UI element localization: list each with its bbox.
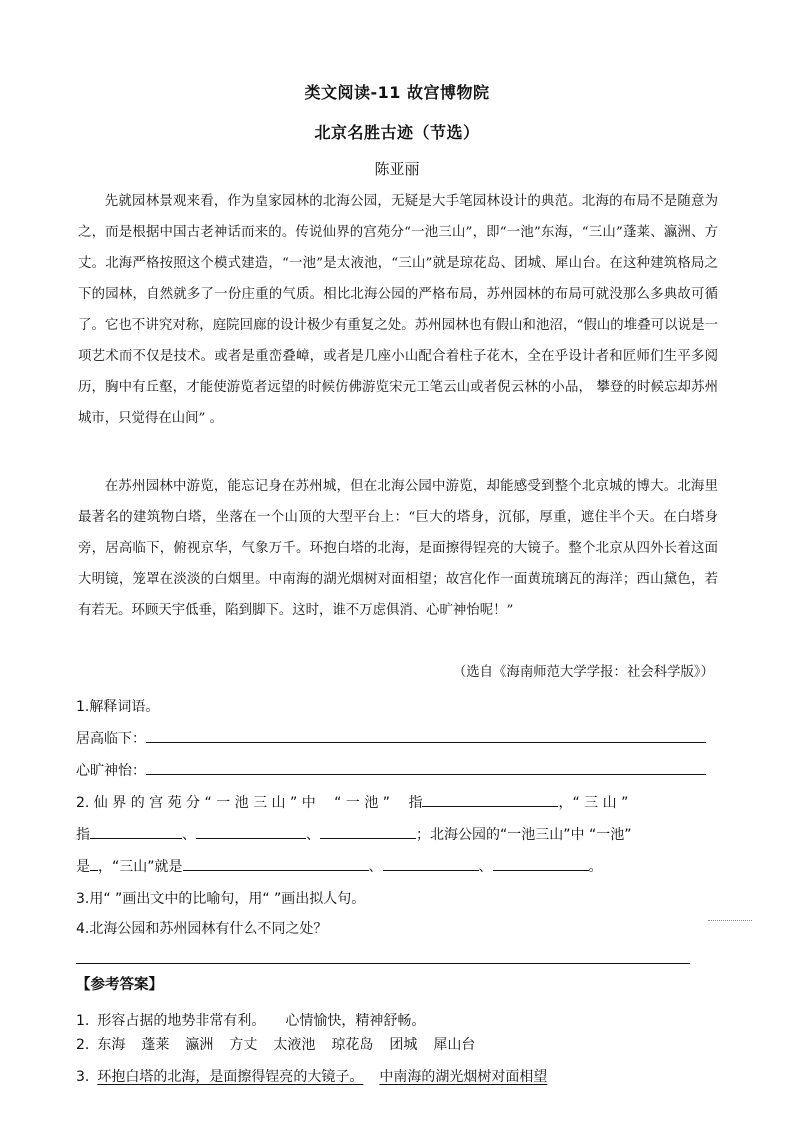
document-title: 类文阅读-11 故宫博物院 [304,83,490,102]
separator: 。 [588,859,603,875]
answer-blank[interactable] [493,854,589,871]
answer-text-underlined: 环抱白塔的北海，是面擦得锃亮的大镜子。 [97,1069,364,1085]
answer-number: 1. [76,1013,90,1029]
answer-blank[interactable] [146,758,706,775]
term-label: 心旷神怡： [76,763,146,779]
answer-blank[interactable] [196,822,306,839]
answer-items [97,1037,491,1053]
answer-2 [76,1034,507,1054]
answer-blank[interactable] [422,790,558,807]
paragraph-text: 先就园林景观来看，作为皇家园林的北海公园，无疑是大手笔园林设计的典范。北海的布局不是随意为之，而是根据中国古老神话而来的。传说仙界的宫苑分“一池三山”，即“一池”东海，“三山”蓬莱、瀛洲、方丈。北海严格按照这个模式建造，“一池”是太液池，“三山”就是琼花岛、团城、犀山台。在这种建筑格局之下的园林，自然就多了一份庄重的气质。相比北海公园的严格布局，苏州园林的布局可就没那么多典故可循了。它也不讲究对称，庭院回廊的设计极少有重复之处。苏州园林也有假山和池沼，“假山的堆叠可以说是一项艺术而不仅是技术。或者是重峦叠嶂，或者是几座小山配合着柱子花木，全在乎设计者和匠师们生平多阅历，胸中有丘壑，才能使游览者远望的时候仿佛游览宋元工笔云山或者倪云林的小品， 攀登的时候忘却苏州城市，只觉得在山间” 。 [78,194,718,426]
question-1-term-1 [76,724,706,755]
question-text: 指 [76,827,90,843]
question-text: 2. 仙 界 的 宫 苑 分 “ 一 池 三 山 ” 中 “ 一 池 ” 指 [76,795,423,811]
answer-item: 瀛洲 [185,1037,214,1053]
answer-line[interactable] [76,963,690,964]
question-text: ；北海公园的“一池三山”中 “一池” [416,827,632,843]
question-3: 3.用“ ”画出文中的比喻句，用“ ”画出拟人句。 [76,891,366,907]
article-title: 北京名胜古迹（节选） [314,123,480,142]
term-label: 居高临下： [76,731,146,747]
answer-number: 3. [76,1069,90,1085]
question-1-term-2 [76,756,706,787]
answer-item: 犀山台 [433,1037,476,1053]
passage-paragraph-1 [78,186,718,434]
answer-item: 方丈 [229,1037,258,1053]
answer-3 [76,1066,563,1086]
passage-paragraph-2 [78,471,718,626]
answer-item: 蓬莱 [141,1037,170,1053]
answer-1 [76,1010,441,1030]
answer-item: 太液池 [273,1037,316,1053]
decorative-dots [708,920,752,921]
answer-text: 心情愉快，精神舒畅。 [285,1013,426,1029]
question-text: 是 [76,859,90,875]
answers-heading: 【参考答案】 [76,977,163,993]
answer-blank[interactable] [320,822,416,839]
answer-text-underlined: 中南海的湖光烟树对面相望 [379,1069,548,1085]
answer-blank[interactable] [90,854,98,871]
question-2-line-3 [76,852,603,883]
answer-blank[interactable] [146,726,706,743]
question-2-line-1 [76,788,628,819]
answer-blank[interactable] [183,854,369,871]
answer-blank[interactable] [383,854,479,871]
article-author: 陈亚丽 [374,160,420,178]
answer-item: 东海 [97,1037,126,1053]
answer-item: 团城 [389,1037,418,1053]
question-4: 4.北海公园和苏州园林有什么不同之处？ [76,921,328,937]
question-text: ，“三山”就是 [98,859,183,875]
answer-text: 形容占据的地势非常有利。 [97,1013,266,1029]
question-2-line-2 [76,820,631,851]
separator: 、 [478,859,493,875]
question-1: 1.解释词语。 [76,699,160,715]
separator: 、 [182,827,196,843]
answer-number: 2. [76,1037,90,1053]
source-citation: （选自《海南师范大学学报：社会科学版》） [452,665,714,680]
question-text: ，“ 三 山 ” [558,795,629,811]
separator: 、 [306,827,320,843]
answer-item: 琼花岛 [331,1037,374,1053]
separator: 、 [368,859,383,875]
answer-blank[interactable] [90,822,182,839]
paragraph-text: 在苏州园林中游览，能忘记身在苏州城，但在北海公园中游览，却能感受到整个北京城的博大。北海里最著名的建筑物白塔，坐落在一个山顶的大型平台上：“巨大的塔身，沉郁，厚重，遮住半个天。在白塔身旁，居高临下，俯视京华，气象万千。环抱白塔的北海，是面擦得锃亮的大镜子。整个北京从四外长着这面大明镜，笼罩在淡淡的白烟里。中南海的湖光烟树对面相望；故宫化作一面黄琉璃瓦的海洋；西山黛色，若有若无。环顾天宇低垂，陷到脚下。这时，谁不万虑俱消、心旷神怡呢！” [78,479,718,618]
